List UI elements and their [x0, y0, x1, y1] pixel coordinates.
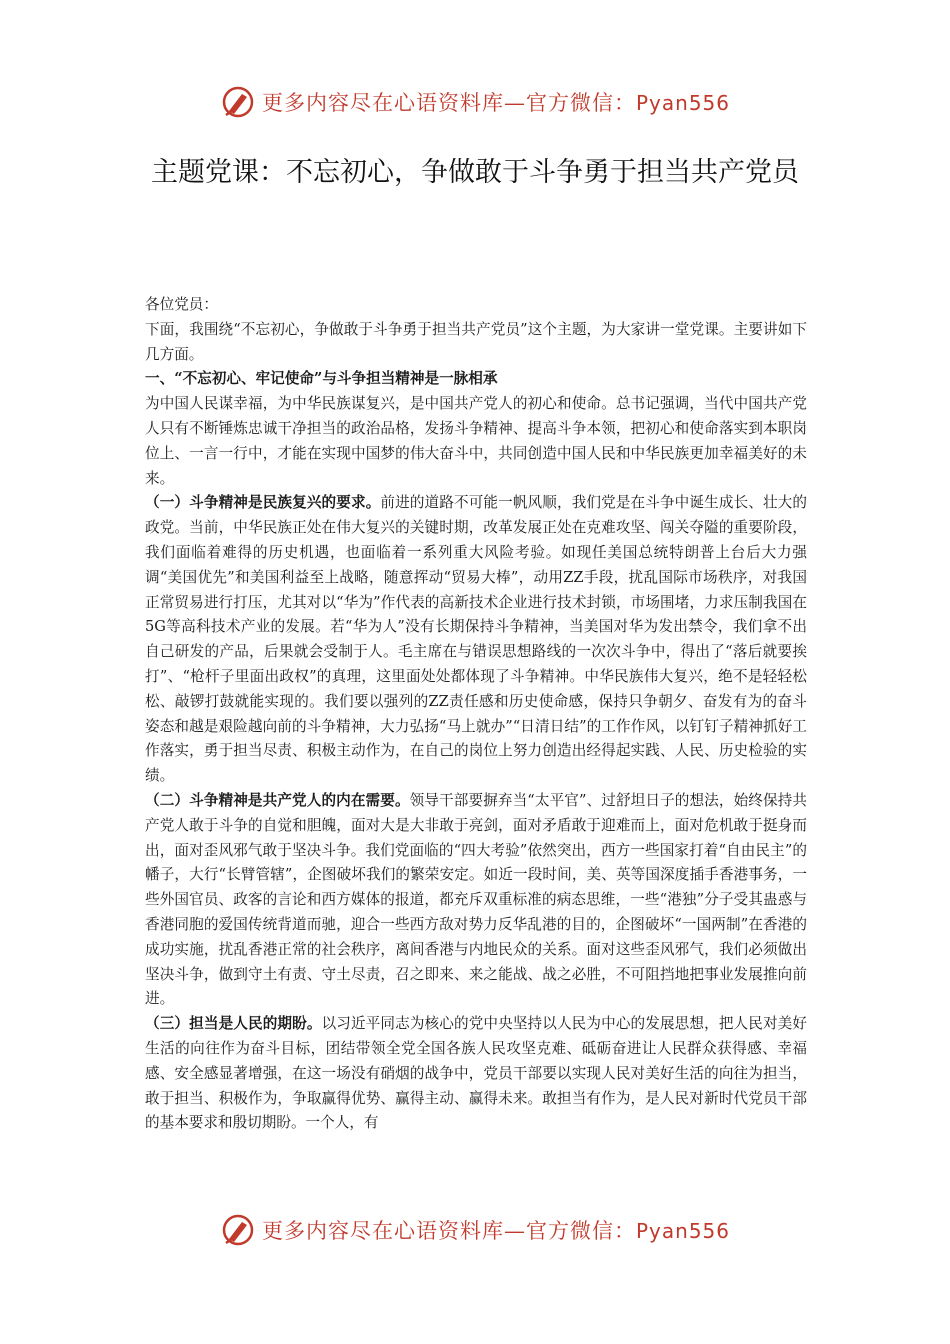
subsection-2 — [145, 789, 807, 1012]
intro-paragraph: 下面，我围绕“不忘初心，争做敢于斗争勇于担当共产党员”这个主题，为大家讲一堂党课。主要讲如下几方面。 — [145, 320, 807, 363]
subsection-3-label: （三）担当是人民的期盼。 — [145, 1015, 322, 1033]
paragraph-1: 为中国人民谋幸福，为中华民族谋复兴，是中国共产党人的初心和使命。总书记强调，当代中国共产党人只有不断锤炼忠诚干净担当的政治品格，发扬斗争精神、提高斗争本领，把初心和使命落实到本职岗位上、一言一行中，才能在实现中国梦的伟大奋斗中，共同创造中国人民和中华民族更加幸福美好的未来。 — [145, 395, 807, 487]
banner-text: 更多内容尽在心语资料库—官方微信：Pyan556 — [261, 91, 730, 115]
banner-text: 更多内容尽在心语资料库—官方微信：Pyan556 — [261, 1219, 730, 1243]
section-heading-1: 一、“不忘初心、牢记使命”与斗争担当精神是一脉相承 — [145, 370, 498, 388]
subsection-2-text: 领导干部要摒弃当“太平官”、过舒坦日子的想法，始终保持共产党人敢于斗争的自觉和胆魄，面对大是大非敢于亮剑，面对矛盾敢于迎难而上，面对危机敢于挺身而出，面对歪风邪气敢于坚决斗争。我们党面临的“四大考验”依然突出，西方一些国家打着“自由民主”的幡子，大行“长臂管辖”，企图破坏我们的繁荣安定。如近一段时间，美、英等国深度插手香港事务，一些外国官员、政客的言论和西方媒体的报道，都充斥双重标准的病态思维，一些“港独”分子受其蛊惑与香港同胞的爱国传统背道而驰，迎合一些西方敌对势力反华乱港的目的，企图破坏“一国两制”在香港的成功实施，扰乱香港正常的社会秩序，离间香港与内地民众的关系。面对这些歪风邪气，我们必须做出坚决斗争，做到守土有责、守土尽责，召之即来、来之能战、战之必胜，不可阻挡地把事业发展推向前进。 — [145, 791, 807, 1008]
subsection-1-text: 前进的道路不可能一帆风顺，我们党是在斗争中诞生成长、壮大的政党。当前，中华民族正处在伟大复兴的关键时期，改革发展正处在克难攻坚、闯关夺隘的重要阶段，我们面临着难得的历史机遇，也面临着一系列重大风险考验。如现任美国总统特朗普上台后大力强调“美国优先”和美国利益至上战略，随意挥动“贸易大棒”，动用ZZ手段，扰乱国际市场秩序，对我国正常贸易进行打压，尤其对以“华为”作代表的高新技术企业进行技术封锁，市场围堵，力求压制我国在5G等高科技术产业的发展。若“华为人”没有长期保持斗争精神，当美国对华为发出禁令，我们拿不出自己研发的产品，后果就会受制于人。毛主席在与错误思想路线的一次次斗争中，得出了“落后就要挨打”、“枪杆子里面出政权”的真理，这里面处处都体现了斗争精神。中华民族伟大复兴，绝不是轻轻松松、敲锣打鼓就能实现的。我们要以强列的ZZ责任感和历史使命感，保持只争朝夕、奋发有为的奋斗姿态和越是艰险越向前的斗争精神，大力弘扬“马上就办”“日清日结”的工作作风，以钉钉子精神抓好工作落实，勇于担当尽责、积极主动作为，在自己的岗位上努力创造出经得起实践、人民、历史检验的实绩。 — [145, 494, 807, 785]
pen-nib-circle-logo-icon — [220, 84, 256, 120]
subsection-3-text: 以习近平同志为核心的党中央坚持以人民为中心的发展思想，把人民对美好生活的向往作为奋斗目标，团结带领全党全国各族人民攻坚克难、砥砺奋进让人民群众获得感、幸福感、安全感显著增强，在这一场没有硝烟的战争中，党员干部要以实现人民对美好生活的向往为担当，敢于担当、积极作为，争取赢得优势、赢得主动、赢得未来。敢担当有作为，是人民对新时代党员干部的基本要求和殷切期盼。一个人，有 — [145, 1015, 807, 1132]
subsection-1-label: （一）斗争精神是民族复兴的要求。 — [145, 494, 381, 512]
subsection-2-label: （二）斗争精神是共产党人的内在需要。 — [145, 791, 410, 809]
document-title: 主题党课：不忘初心，争做敢于斗争勇于担当共产党员 — [151, 157, 799, 188]
salutation: 各位党员： — [145, 296, 218, 313]
pen-nib-circle-logo-icon — [220, 1212, 256, 1248]
header-banner — [0, 82, 950, 122]
subsection-1 — [145, 491, 807, 789]
wechat-id: Pyan556 — [635, 91, 730, 115]
subsection-3 — [145, 1012, 807, 1136]
footer-banner — [0, 1210, 950, 1250]
wechat-id: Pyan556 — [635, 1219, 730, 1243]
document-body — [145, 293, 807, 1136]
